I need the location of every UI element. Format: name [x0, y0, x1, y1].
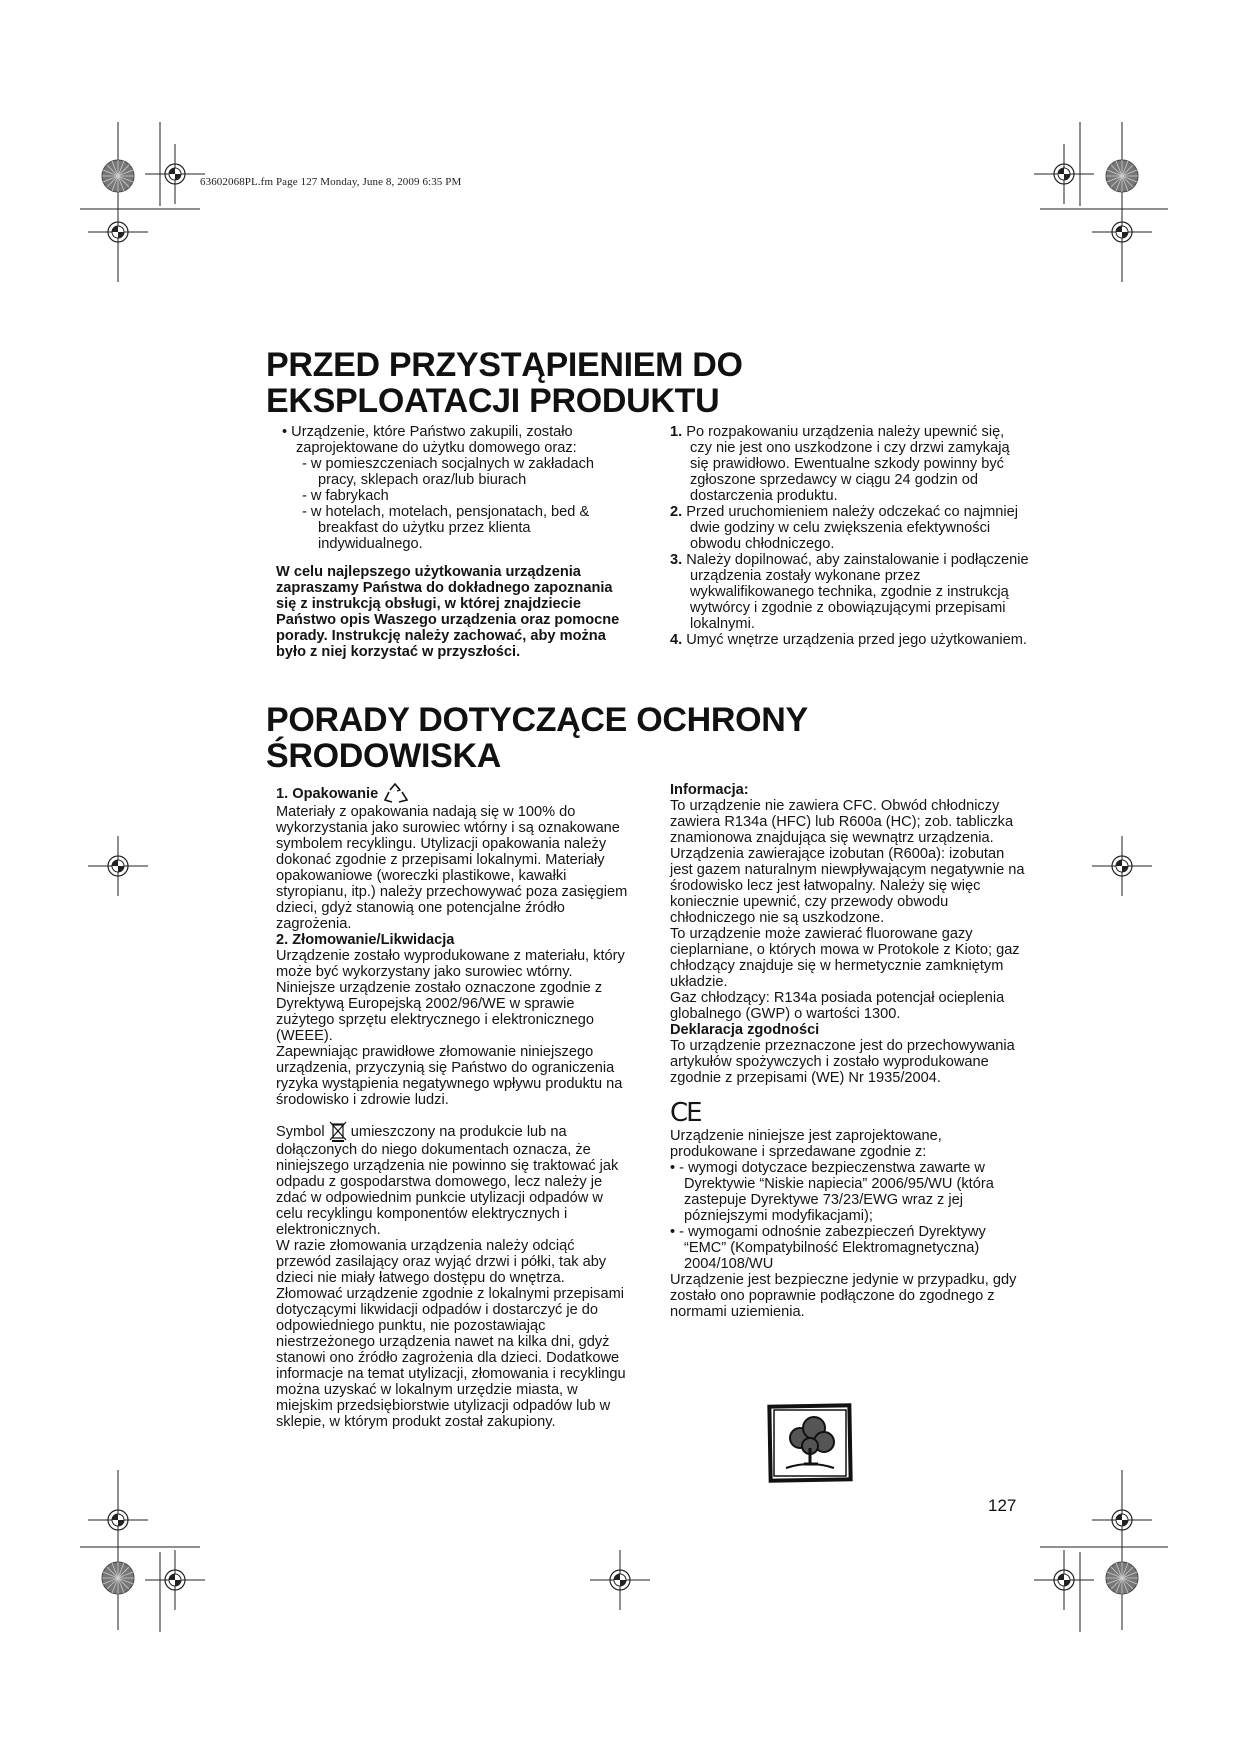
section-title-line: ŚRODOWISKA: [266, 737, 502, 775]
scrapping-heading: 2. Złomowanie/Likwidacja: [276, 932, 455, 948]
step-item: [670, 424, 1030, 504]
info-paragraph: Gaz chłodzący: R134a posiada potencjał ocieplenia globalnego (GWP) o wartości 1300.: [670, 990, 1005, 1022]
packaging-heading-text: 1. Opakowanie: [276, 786, 379, 802]
section-title-line: EKSPLOATACJI PRODUKTU: [266, 382, 720, 420]
crossed-bin-icon: [329, 1120, 347, 1142]
page-number: 127: [988, 1496, 1017, 1515]
step-text: Umyć wnętrze urządzenia przed jego użytkowaniem.: [686, 632, 1027, 648]
step-item: [670, 552, 1030, 632]
recycle-icon: [382, 782, 410, 804]
section-title-environment: [266, 702, 808, 774]
step-text: Przed uruchomieniem należy odczekać co najmniej dwie godziny w celu zwiększenia efektywności obwodu chłodniczego.: [686, 504, 1018, 552]
step-number: 4.: [670, 632, 683, 648]
step-number: 1.: [670, 424, 683, 440]
intended-use-intro: • Urządzenie, które Państwo zakupili, zostało zaprojektowane do użytku domowego oraz:: [282, 424, 577, 456]
step-item: [670, 504, 1030, 552]
scrapping-paragraph: Zapewniając prawidłowe złomowanie niniejszego urządzenia, przyczynią się Państwo do ograniczenia ryzyka wystąpienia negatywnego wpływu produktu na środowisko i zdrowie ludzi.: [276, 1044, 623, 1108]
symbol-word: Symbol: [276, 1124, 325, 1140]
before-use-right-column: [670, 424, 1030, 648]
scrapping-paragraph: Urządzenie zostało wyprodukowane z materiału, który może być wykorzystany jako surowiec wtórny.: [276, 948, 625, 980]
eco-tree-logo: [766, 1402, 854, 1484]
intended-use-item: - w pomieszczeniach socjalnych w zakładach pracy, sklepach oraz/lub biurach: [302, 456, 595, 488]
print-slug: 63602068PL.fm Page 127 Monday, June 8, 2009 6:35 PM: [200, 176, 462, 188]
info-paragraph: To urządzenie nie zawiera CFC. Obwód chłodniczy zawiera R134a (HFC) lub R600a (HC); zob. tabliczka znamionowa znajdująca się wewnątrz urządzenia.: [670, 798, 1014, 846]
ce-requirement: • - wymogami odnośnie zabezpieczeń Dyrektywy “EMC” (Kompatybilność Elektromagnetyczna) 2004/108/WU: [670, 1224, 986, 1272]
section-title-line: PORADY DOTYCZĄCE OCHRONY: [266, 701, 808, 739]
step-text: Po rozpakowaniu urządzenia należy upewnić się, czy nie jest ono uszkodzone i czy drzwi zamykają się prawidłowo. Ewentualne szkody powinny być zgłoszone sprzedawcy w ciągu 24 godzin od dostarczenia produktu.: [686, 424, 1010, 504]
ce-intro: Urządzenie niniejsze jest zaprojektowane, produkowane i sprzedawane zgodnie z:: [670, 1128, 942, 1160]
step-number: 2.: [670, 504, 683, 520]
info-paragraph: Urządzenia zawierające izobutan (R600a): izobutan jest gazem naturalnym niewpływającym negatywnie na środowisko lecz jest łatwopalny. Należy się więc koniecznie upewnić, czy przewody obwodu chłodniczego nie są uszkodzone.: [670, 846, 1025, 926]
section-title-line: PRZED PRZYSTĄPIENIEM DO: [266, 346, 743, 384]
packaging-heading: [276, 782, 630, 804]
step-number: 3.: [670, 552, 683, 568]
step-text: Należy dopilnować, aby zainstalowanie i podłączenie urządzenia zostały wykonane przez wykwalifikowanego technika, zgodnie z instrukcją wytwórcy i zgodnie z obowiązującymi przepisami lokalnymi.: [686, 552, 1029, 632]
ce-outro: Urządzenie jest bezpieczne jedynie w przypadku, gdy zostało ono poprawnie podłączone do zgodnego z normami uziemienia.: [670, 1272, 1017, 1320]
info-paragraph: To urządzenie może zawierać fluorowane gazy cieplarniane, o których mowa w Protokole z Kioto; gaz chłodzący znajduje się w hermetycznie zamkniętym układzie.: [670, 926, 1020, 990]
scrapping-paragraph: Niniejsze urządzenie zostało oznaczone zgodnie z Dyrektywą Europejską 2002/96/WE w sprawie zużytego sprzętu elektrycznego i elektronicznego (WEEE).: [276, 980, 603, 1044]
ce-mark: CE: [670, 1098, 701, 1128]
intended-use-item: - w hotelach, motelach, pensjonatach, bed & breakfast do użytku przez klienta indywidualnego.: [302, 504, 590, 552]
ce-requirement: • - wymogi dotyczace bezpieczenstwa zawarte w Dyrektywie “Niskie napiecia” 2006/95/WU (która zastepuje Dyrektywe 73/23/EWG wraz z jej pózniejszymi modyfikacjami);: [670, 1160, 994, 1224]
info-heading: Informacja:: [670, 782, 749, 798]
section-title-before-use: [266, 347, 743, 419]
before-use-left-column: [272, 424, 632, 660]
declaration-heading: Deklaracja zgodności: [670, 1022, 820, 1038]
symbol-paragraph: [276, 1120, 630, 1238]
environment-right-column: [670, 782, 1026, 1320]
manual-notice: W celu najlepszego użytkowania urządzenia zapraszamy Państwa do dokładnego zapoznania się z instrukcją obsługi, w której znajdziecie Państwo opis Waszego urządzenia oraz pomocne porady. Instrukcję należy zachować, aby można było z niej korzystać w przyszłości.: [276, 564, 620, 660]
symbol-text: umieszczony na produkcie lub na dołączonych do niego dokumentach oznacza, że niniejszego urządzenia nie powinno się traktować jak odpadu z gospodarstwa domowego, lecz należy je zdać w odpowiednim punkcie utylizacji odpadów w celu recyklingu komponentów elektrycznych i elektronicznych.: [276, 1124, 619, 1238]
declaration-text: To urządzenie przeznaczone jest do przechowywania artykułów spożywczych i zostało wyprodukowane zgodnie z przepisami (WE) Nr 1935/2004.: [670, 1038, 1015, 1086]
packaging-text: Materiały z opakowania nadają się w 100% do wykorzystania jako surowiec wtórny i są oznakowane symbolem recyklingu. Utylizacji opakowania należy dokonać zgodnie z przepisami lokalnymi. Materiały opakowaniowe (woreczki plastikowe, kawałki styropianu, itp.) należy przechowywać poza zasięgiem dzieci, gdyż stanowią one potencjalne źródło zagrożenia.: [276, 804, 628, 932]
step-item: [670, 632, 1030, 648]
intended-use-item: - w fabrykach: [302, 488, 389, 504]
disposal-paragraph: W razie złomowania urządzenia należy odciąć przewód zasilający oraz wyjąć drzwi i półki, tak aby dzieci nie miały łatwego dostępu do wnętrza.: [276, 1238, 607, 1286]
environment-left-column: [276, 782, 630, 1430]
disposal-paragraph: Złomować urządzenie zgodnie z lokalnymi przepisami dotyczącymi likwidacji odpadów i dostarczyć je do odpowiedniego punktu, nie pozostawiając niestrzeżonego urządzenia nawet na kilka dni, gdyż stanowi ono źródło zagrożenia dla dzieci. Dodatkowe informacje na temat utylizacji, złomowania i recyklingu można uzyskać w lokalnym urzędzie miasta, w miejskim przedsiębiorstwie utylizacji odpadów lub w sklepie, w którym produkt został zakupiony.: [276, 1286, 626, 1430]
